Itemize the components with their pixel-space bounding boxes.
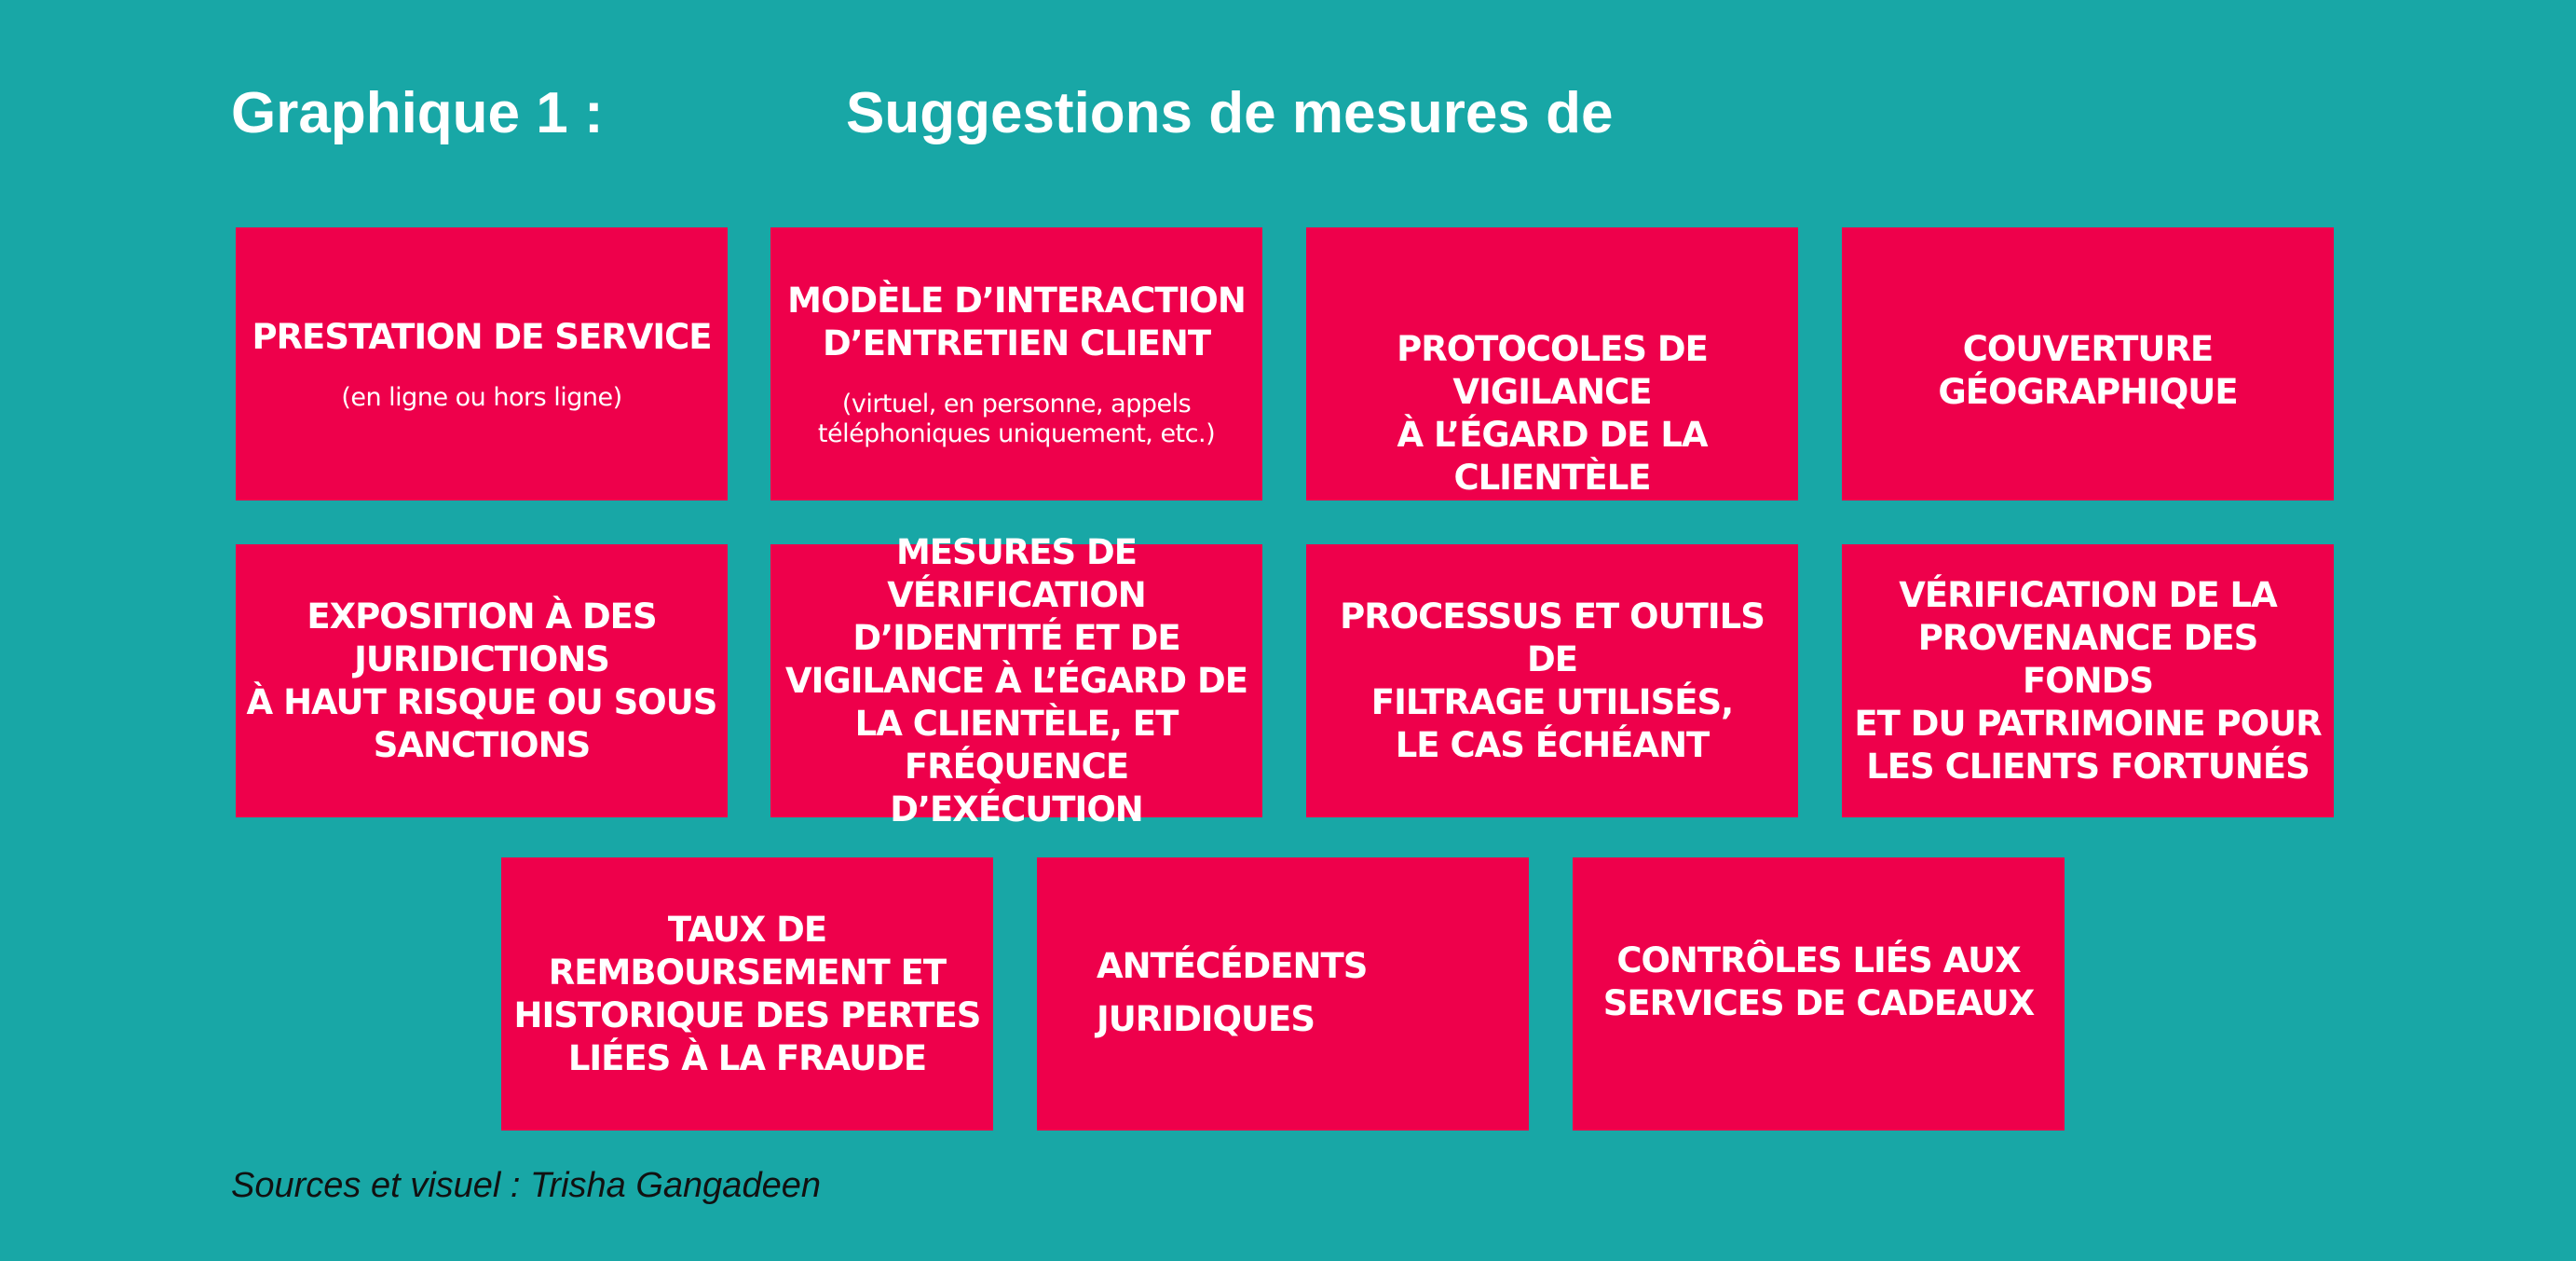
measure-box-fraud-losses (501, 857, 993, 1131)
measure-title: ANTÉCÉDENTS JURIDIQUES (1097, 946, 1368, 1039)
figure-title: Suggestions de mesures de (846, 81, 1614, 145)
measure-title: EXPOSITION À DES JURIDICTIONS À HAUT RISQUE OU SOUS SANCTIONS (246, 596, 717, 765)
measure-box-geographic-coverage (1842, 227, 2334, 500)
measure-title: PRESTATION DE SERVICE (252, 316, 712, 357)
measure-title: PROTOCOLES DE VIGILANCE À L’ÉGARD DE LA CLIENTÈLE (1397, 329, 1708, 498)
measure-title: PROCESSUS ET OUTILS DE FILTRAGE UTILISÉS, LE CAS ÉCHÉANT (1340, 596, 1765, 765)
source-credit: Sources et visuel : Trisha Gangadeen (231, 1166, 821, 1205)
measure-subtitle: (virtuel, en personne, appels téléphoniques uniquement, etc.) (817, 389, 1216, 448)
measure-title: MESURES DE VÉRIFICATION D’IDENTITÉ ET DE VIGILANCE À L’ÉGARD DE LA CLIENTÈLE, ET FRÉQUENCE D’EXÉCUTION (784, 531, 1248, 829)
measure-title: COUVERTURE GÉOGRAPHIQUE (1938, 329, 2238, 412)
measure-title: TAUX DE REMBOURSEMENT ET HISTORIQUE DES PERTES LIÉES À LA FRAUDE (513, 909, 981, 1078)
measure-box-legal-history (1037, 857, 1529, 1131)
measure-subtitle: (en ligne ou hors ligne) (341, 382, 622, 412)
measure-box-service-delivery (236, 227, 728, 500)
measure-box-high-risk-jurisdictions (236, 544, 728, 817)
measure-box-identity-verification (770, 531, 1262, 829)
measure-box-source-of-funds (1842, 544, 2334, 817)
measure-title: VÉRIFICATION DE LA PROVENANCE DES FONDS ET DU PATRIMOINE POUR LES CLIENTS FORTUNÉS (1854, 574, 2322, 787)
measure-box-screening-tools (1306, 544, 1798, 817)
measure-box-interaction-model (770, 227, 1262, 500)
measure-title: CONTRÔLES LIÉS AUX SERVICES DE CADEAUX (1602, 940, 2035, 1023)
measure-box-gift-card-controls (1573, 857, 2065, 1131)
measure-box-vigilance-protocols (1306, 227, 1798, 500)
measure-title: MODÈLE D’INTERACTION D’ENTRETIEN CLIENT (787, 280, 1246, 363)
figure-label: Graphique 1 : (231, 81, 604, 145)
